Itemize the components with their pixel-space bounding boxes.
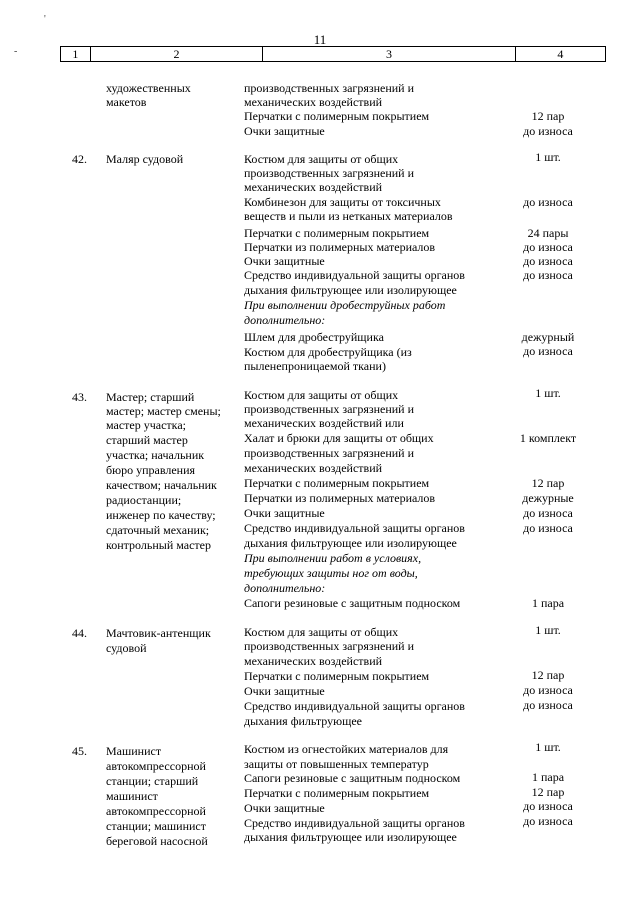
item-quantity: до износа <box>523 506 573 520</box>
item-quantity: 1 пара <box>531 770 565 784</box>
profession-line: мастер; мастер смены; <box>106 404 221 418</box>
item-quantity: дежурный <box>521 330 575 344</box>
item-quantity: 12 пар <box>531 785 565 799</box>
row-number: 44. <box>72 626 87 640</box>
profession-line: береговой насосной <box>106 834 208 848</box>
note-line: дополнительно: <box>244 313 326 327</box>
item-line: Комбинезон для защиты от токсичных <box>244 195 441 209</box>
item-quantity: до износа <box>523 344 573 358</box>
item-quantity: до износа <box>523 124 573 138</box>
row-number: 43. <box>72 390 87 404</box>
profession-line: макетов <box>106 95 147 109</box>
profession-line: машинист <box>106 789 158 803</box>
item-quantity: 1 комплект <box>519 431 577 445</box>
item-quantity: до износа <box>523 521 573 535</box>
item-line: производственных загрязнений и <box>244 81 415 95</box>
item-line: производственных загрязнений и <box>244 166 415 180</box>
item-line: Средство индивидуальной защиты органов <box>244 699 465 713</box>
profession-line: станции; старший <box>106 774 199 788</box>
item-line: Очки защитные <box>244 124 325 138</box>
item-line: Средство индивидуальной защиты органов <box>244 521 465 535</box>
item-quantity: дежурные <box>522 491 574 505</box>
item-line: дыхания фильтрующее <box>244 714 362 728</box>
note-line: дополнительно: <box>244 581 326 595</box>
item-quantity: 24 пары <box>527 226 569 240</box>
profession-line: Маляр судовой <box>106 152 184 166</box>
item-line: производственных загрязнений и <box>244 639 415 653</box>
note-line: требующих защиты ног от воды, <box>244 566 418 580</box>
item-line: механических воздействий <box>244 180 383 194</box>
item-quantity: до износа <box>523 195 573 209</box>
profession-line: станции; машинист <box>106 819 206 833</box>
item-quantity: 12 пар <box>531 668 565 682</box>
item-line: производственных загрязнений и <box>244 402 415 416</box>
profession-line: радиостанции; <box>106 493 182 507</box>
profession-line: художественных <box>106 81 191 95</box>
item-line: Перчатки с полимерным покрытием <box>244 476 430 490</box>
item-line: Очки защитные <box>244 801 325 815</box>
item-line: Костюм для защиты от общих <box>244 388 399 402</box>
profession-line: старший мастер <box>106 433 188 447</box>
item-line: Халат и брюки для защиты от общих <box>244 431 434 445</box>
item-line: Костюм для защиты от общих <box>244 625 399 639</box>
row-number: 45. <box>72 744 87 758</box>
item-line: Костюм для защиты от общих <box>244 152 399 166</box>
item-line: веществ и пыли из нетканых материалов <box>244 209 453 223</box>
item-line: Перчатки с полимерным покрытием <box>244 786 430 800</box>
item-line: дыхания фильтрующее или изолирующее <box>244 283 457 297</box>
profession-line: автокомпрессорной <box>106 759 206 773</box>
profession-line: Мачтовик-антенщик <box>106 626 211 640</box>
profession-line: автокомпрессорной <box>106 804 206 818</box>
item-quantity: 1 шт. <box>535 150 561 164</box>
item-quantity: до износа <box>523 814 573 828</box>
item-line: Очки защитные <box>244 506 325 520</box>
item-quantity: до износа <box>523 254 573 268</box>
item-quantity: до износа <box>523 683 573 697</box>
item-line: Очки защитные <box>244 254 325 268</box>
item-line: Шлем для дробеструйщика <box>244 330 384 344</box>
item-line: Костюм для дробеструйщика (из <box>244 345 412 359</box>
item-line: Сапоги резиновые с защитным подноском <box>244 596 461 610</box>
item-line: Очки защитные <box>244 684 325 698</box>
item-line: Перчатки с полимерным покрытием <box>244 109 430 123</box>
item-line: Сапоги резиновые с защитным подноском <box>244 771 461 785</box>
item-line: защиты от повышенных температур <box>244 757 429 771</box>
column-header-1: 1 <box>61 47 91 62</box>
note-line: При выполнении дробеструйных работ <box>244 298 446 312</box>
item-line: пыленепроницаемой ткани) <box>244 359 386 373</box>
profession-line: судовой <box>106 641 147 655</box>
item-line: Перчатки с полимерным покрытием <box>244 669 430 683</box>
item-line: Перчатки из полимерных материалов <box>244 240 436 254</box>
item-line: механических воздействий <box>244 461 383 475</box>
item-quantity: 1 шт. <box>535 386 561 400</box>
item-line: Перчатки из полимерных материалов <box>244 491 436 505</box>
column-header-3: 3 <box>263 47 516 62</box>
item-quantity: до износа <box>523 268 573 282</box>
row-number: 42. <box>72 152 87 166</box>
column-header-4: 4 <box>515 47 605 62</box>
note-line: При выполнении работ в условиях, <box>244 551 422 565</box>
item-quantity: до износа <box>523 799 573 813</box>
item-line: производственных загрязнений и <box>244 446 415 460</box>
item-quantity: до износа <box>523 698 573 712</box>
item-line: дыхания фильтрующее или изолирующее <box>244 830 457 844</box>
item-quantity: до износа <box>523 240 573 254</box>
item-line: Костюм из огнестойких материалов для <box>244 742 449 756</box>
profession-line: сдаточный механик; <box>106 523 210 537</box>
page-number: 11 <box>313 32 327 47</box>
profession-line: контрольный мастер <box>106 538 211 552</box>
profession-line: участка; начальник <box>106 448 205 462</box>
item-line: Средство индивидуальной защиты органов <box>244 816 465 830</box>
profession-line: качеством; начальник <box>106 478 217 492</box>
item-line: механических воздействий или <box>244 416 404 430</box>
profession-line: Машинист <box>106 744 162 758</box>
item-line: механических воздействий <box>244 95 383 109</box>
item-line: Средство индивидуальной защиты органов <box>244 268 465 282</box>
item-quantity: 1 шт. <box>535 740 561 754</box>
profession-line: Мастер; старший <box>106 390 195 404</box>
column-header-row <box>60 46 606 62</box>
margin-mark: - <box>14 46 18 57</box>
profession-line: бюро управления <box>106 463 196 477</box>
item-line: дыхания фильтрующее или изолирующее <box>244 536 457 550</box>
column-header-2: 2 <box>90 47 262 62</box>
profession-line: мастер участка; <box>106 418 186 432</box>
item-quantity: 1 шт. <box>535 623 561 637</box>
item-line: Перчатки с полимерным покрытием <box>244 226 430 240</box>
profession-line: инженер по качеству; <box>106 508 216 522</box>
item-line: механических воздействий <box>244 654 383 668</box>
margin-mark: ' <box>44 14 46 25</box>
item-quantity: 1 пара <box>531 596 565 610</box>
item-quantity: 12 пар <box>531 476 565 490</box>
item-quantity: 12 пар <box>531 109 565 123</box>
